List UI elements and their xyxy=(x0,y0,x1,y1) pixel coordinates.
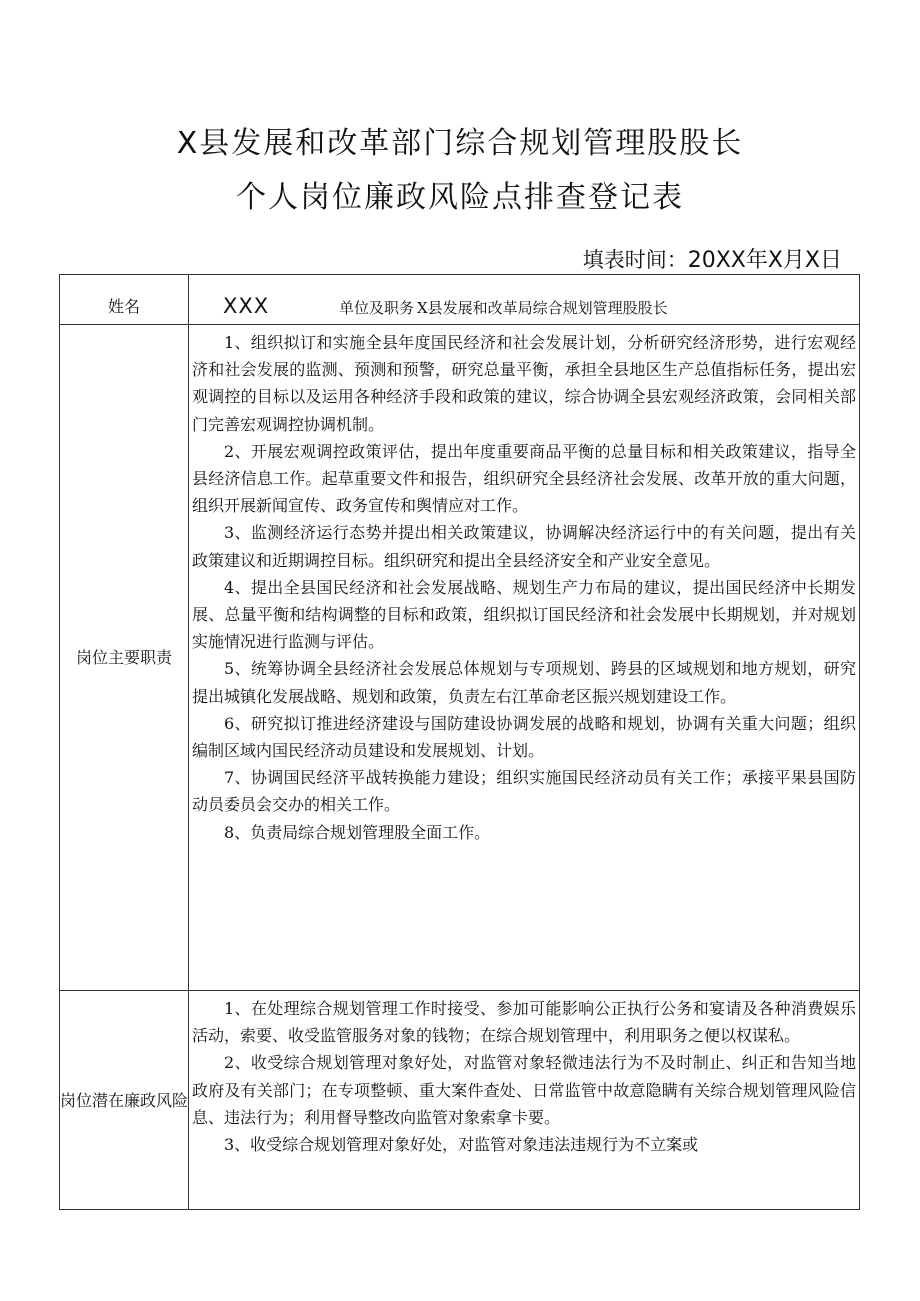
duty-item: 8、负责局综合规划管理股全面工作。 xyxy=(224,822,491,842)
duties-label: 岗位主要职责 xyxy=(60,325,189,991)
risks-label: 岗位潜在廉政风险 xyxy=(60,991,189,1210)
risks-row xyxy=(60,991,860,1210)
duty-item: 5、统筹协调全县经济社会发展总体规划与专项规划、跨县的区域规划和地方规划，研究提出城镇化发展战略、规划和政策，负责左右江革命老区振兴规划建设工作。 xyxy=(192,659,856,706)
name-value: XXX xyxy=(223,294,270,318)
duty-item: 3、监测经济运行态势并提出相关政策建议，协调解决经济运行中的有关问题，提出有关政策建议和近期调控目标。组织研究和提出全县经济安全和产业安全意见。 xyxy=(192,523,856,570)
duty-item: 6、研究拟订推进经济建设与国防建设协调发展的战略和规划，协调有关重大问题；组织编制区域内国民经济动员建设和发展规划、计划。 xyxy=(192,713,856,761)
unit-position-label: 单位及职务 xyxy=(339,299,415,317)
fill-date-label: 填表时间： xyxy=(582,248,688,272)
document-title-line1: X县发展和改革部门综合规划管理股股长 xyxy=(176,126,744,161)
document-title-line2: 个人岗位廉政风险点排查登记表 xyxy=(236,180,684,215)
duty-item: 2、开展宏观调控政策评估，提出年度重要商品平衡的总量目标和相关政策建议，指导全县经济信息工作。起草重要文件和报告，组织研究全县经济社会发展、改革开放的重大问题，组织开展新闻宣传、政务宣传和舆情应对工作。 xyxy=(192,441,856,516)
duties-row xyxy=(60,325,860,991)
unit-position-value: X县发展和改革局综合规划管理股股长 xyxy=(417,299,668,317)
risk-registration-table xyxy=(59,274,860,1210)
risk-item: 3、收受综合规划管理对象好处，对监管对象违法违规行为不立案或 xyxy=(224,1135,699,1155)
name-label: 姓名 xyxy=(60,275,189,325)
duties-content xyxy=(189,325,860,991)
risk-item: 2、收受综合规划管理对象好处，对监管对象轻微违法行为不及时制止、纠正和告知当地政府及有关部门；在专项整顿、重大案件查处、日常监管中故意隐瞒有关综合规划管理风险信息、违法行为；利用督导整改向监管对象索拿卡要。 xyxy=(192,1053,856,1127)
fill-date xyxy=(583,243,842,274)
fill-date-value: 20XX年X月X日 xyxy=(687,248,842,273)
name-row xyxy=(60,275,860,325)
risks-content xyxy=(189,991,860,1210)
duty-item: 1、组织拟订和实施全县年度国民经济和社会发展计划，分析研究经济形势，进行宏观经济和社会发展的监测、预测和预警，研究总量平衡，承担全县地区生产总值指标任务，提出宏观调控的目标以及运用各种经济手段和政策的建议，综合协调全县宏观经济政策，会同相关部门完善宏观调控协调机制。 xyxy=(192,333,856,434)
name-unit-cell xyxy=(189,275,860,325)
duty-item: 4、提出全县国民经济和社会发展战略、规划生产力布局的建议，提出国民经济中长期发展、总量平衡和结构调整的目标和政策，组织拟订国民经济和社会发展中长期规划，并对规划实施情况进行监测与评估。 xyxy=(192,577,856,652)
duty-item: 7、协调国民经济平战转换能力建设；组织实施国民经济动员有关工作；承接平果县国防动员委员会交办的相关工作。 xyxy=(192,768,856,815)
risk-item: 1、在处理综合规划管理工作时接受、参加可能影响公正执行公务和宴请及各种消费娱乐活动，索要、收受监管服务对象的钱物；在综合规划管理中，利用职务之便以权谋私。 xyxy=(192,999,856,1046)
